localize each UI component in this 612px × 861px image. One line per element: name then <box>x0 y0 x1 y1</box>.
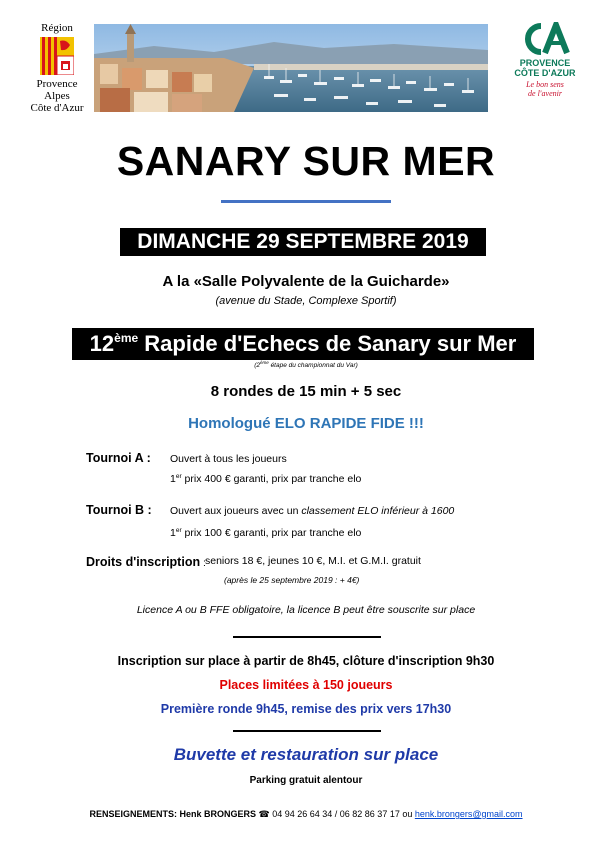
event-note: (2ème étape du championnat du Var) <box>254 360 358 369</box>
bank-mark-icon <box>515 22 575 56</box>
harbour-photo <box>94 24 488 112</box>
event-name: Rapide d'Echecs de Sanary sur Mer <box>138 331 517 356</box>
homologation: Homologué ELO RAPIDE FIDE !!! <box>188 415 424 432</box>
event-ordinal: ème <box>114 331 139 345</box>
parking-info: Parking gratuit alentour <box>249 775 363 786</box>
event-banner <box>72 328 534 360</box>
droits-late-fee: (après le 25 septembre 2019 : + 4€) <box>224 575 360 585</box>
bank-logo-line: CÔTE D'AZUR <box>514 68 576 78</box>
region-logo-title: Région <box>41 22 73 34</box>
tournoi-b-prize: 1er prix 100 € garanti, prix par tranche elo <box>170 527 362 539</box>
tournoi-b-label: Tournoi B : <box>86 503 152 517</box>
rounds-info: 8 rondes de 15 min + 5 sec <box>210 383 402 400</box>
venue: A la «Salle Polyvalente de la Guicharde» <box>162 273 450 290</box>
divider <box>233 730 381 732</box>
region-logo <box>22 22 92 132</box>
venue-detail: (avenue du Stade, Complexe Sportif) <box>215 295 397 307</box>
phone-icon: ☎ <box>258 809 270 819</box>
schedule-info: Première ronde 9h45, remise des prix vers 17h30 <box>160 702 452 716</box>
bank-logo-line: PROVENCE <box>519 58 571 68</box>
bank-logo-tagline: Le bon sens <box>526 80 564 89</box>
region-logo-line: Provence <box>36 78 78 90</box>
title-divider <box>221 200 391 203</box>
date-banner: DIMANCHE 29 SEPTEMBRE 2019 <box>120 228 486 256</box>
droits-prices: seniors 18 €, jeunes 10 €, M.I. et G.M.I. gratuit <box>205 555 421 567</box>
tournoi-a-description: Ouvert à tous les joueurs <box>170 453 287 465</box>
email-link[interactable]: henk.brongers@gmail.com <box>414 809 523 819</box>
inscription-info: Inscription sur place à partir de 8h45, clôture d'inscription 9h30 <box>117 654 495 668</box>
droits-label: Droits d'inscription : <box>86 555 206 569</box>
tournoi-a-prize: 1er prix 400 € garanti, prix par tranche elo <box>170 473 362 485</box>
region-crest-icon <box>40 37 74 75</box>
tournoi-a-label: Tournoi A : <box>86 451 151 465</box>
tournoi-b-description: Ouvert aux joueurs avec un classement ELO inférieur à 1600 <box>170 505 455 517</box>
event-number: 12 <box>89 331 115 356</box>
places-info: Places limitées à 150 joueurs <box>219 678 393 692</box>
bank-logo <box>495 22 595 132</box>
contact-line <box>0 809 612 820</box>
contact-phones: 04 94 26 64 34 / 06 82 86 37 17 ou <box>269 809 415 819</box>
bank-logo-tagline: de l'avenir <box>528 89 562 98</box>
buvette-info: Buvette et restauration sur place <box>173 745 439 764</box>
contact-label: RENSEIGNEMENTS: Henk BRONGERS <box>89 809 256 819</box>
region-logo-line: Côte d'Azur <box>30 102 84 114</box>
page-title: SANARY SUR MER <box>116 138 496 184</box>
licence-info: Licence A ou B FFE obligatoire, la licence B peut être souscrite sur place <box>136 604 476 616</box>
region-logo-line: Alpes <box>44 90 70 102</box>
divider <box>233 636 381 638</box>
